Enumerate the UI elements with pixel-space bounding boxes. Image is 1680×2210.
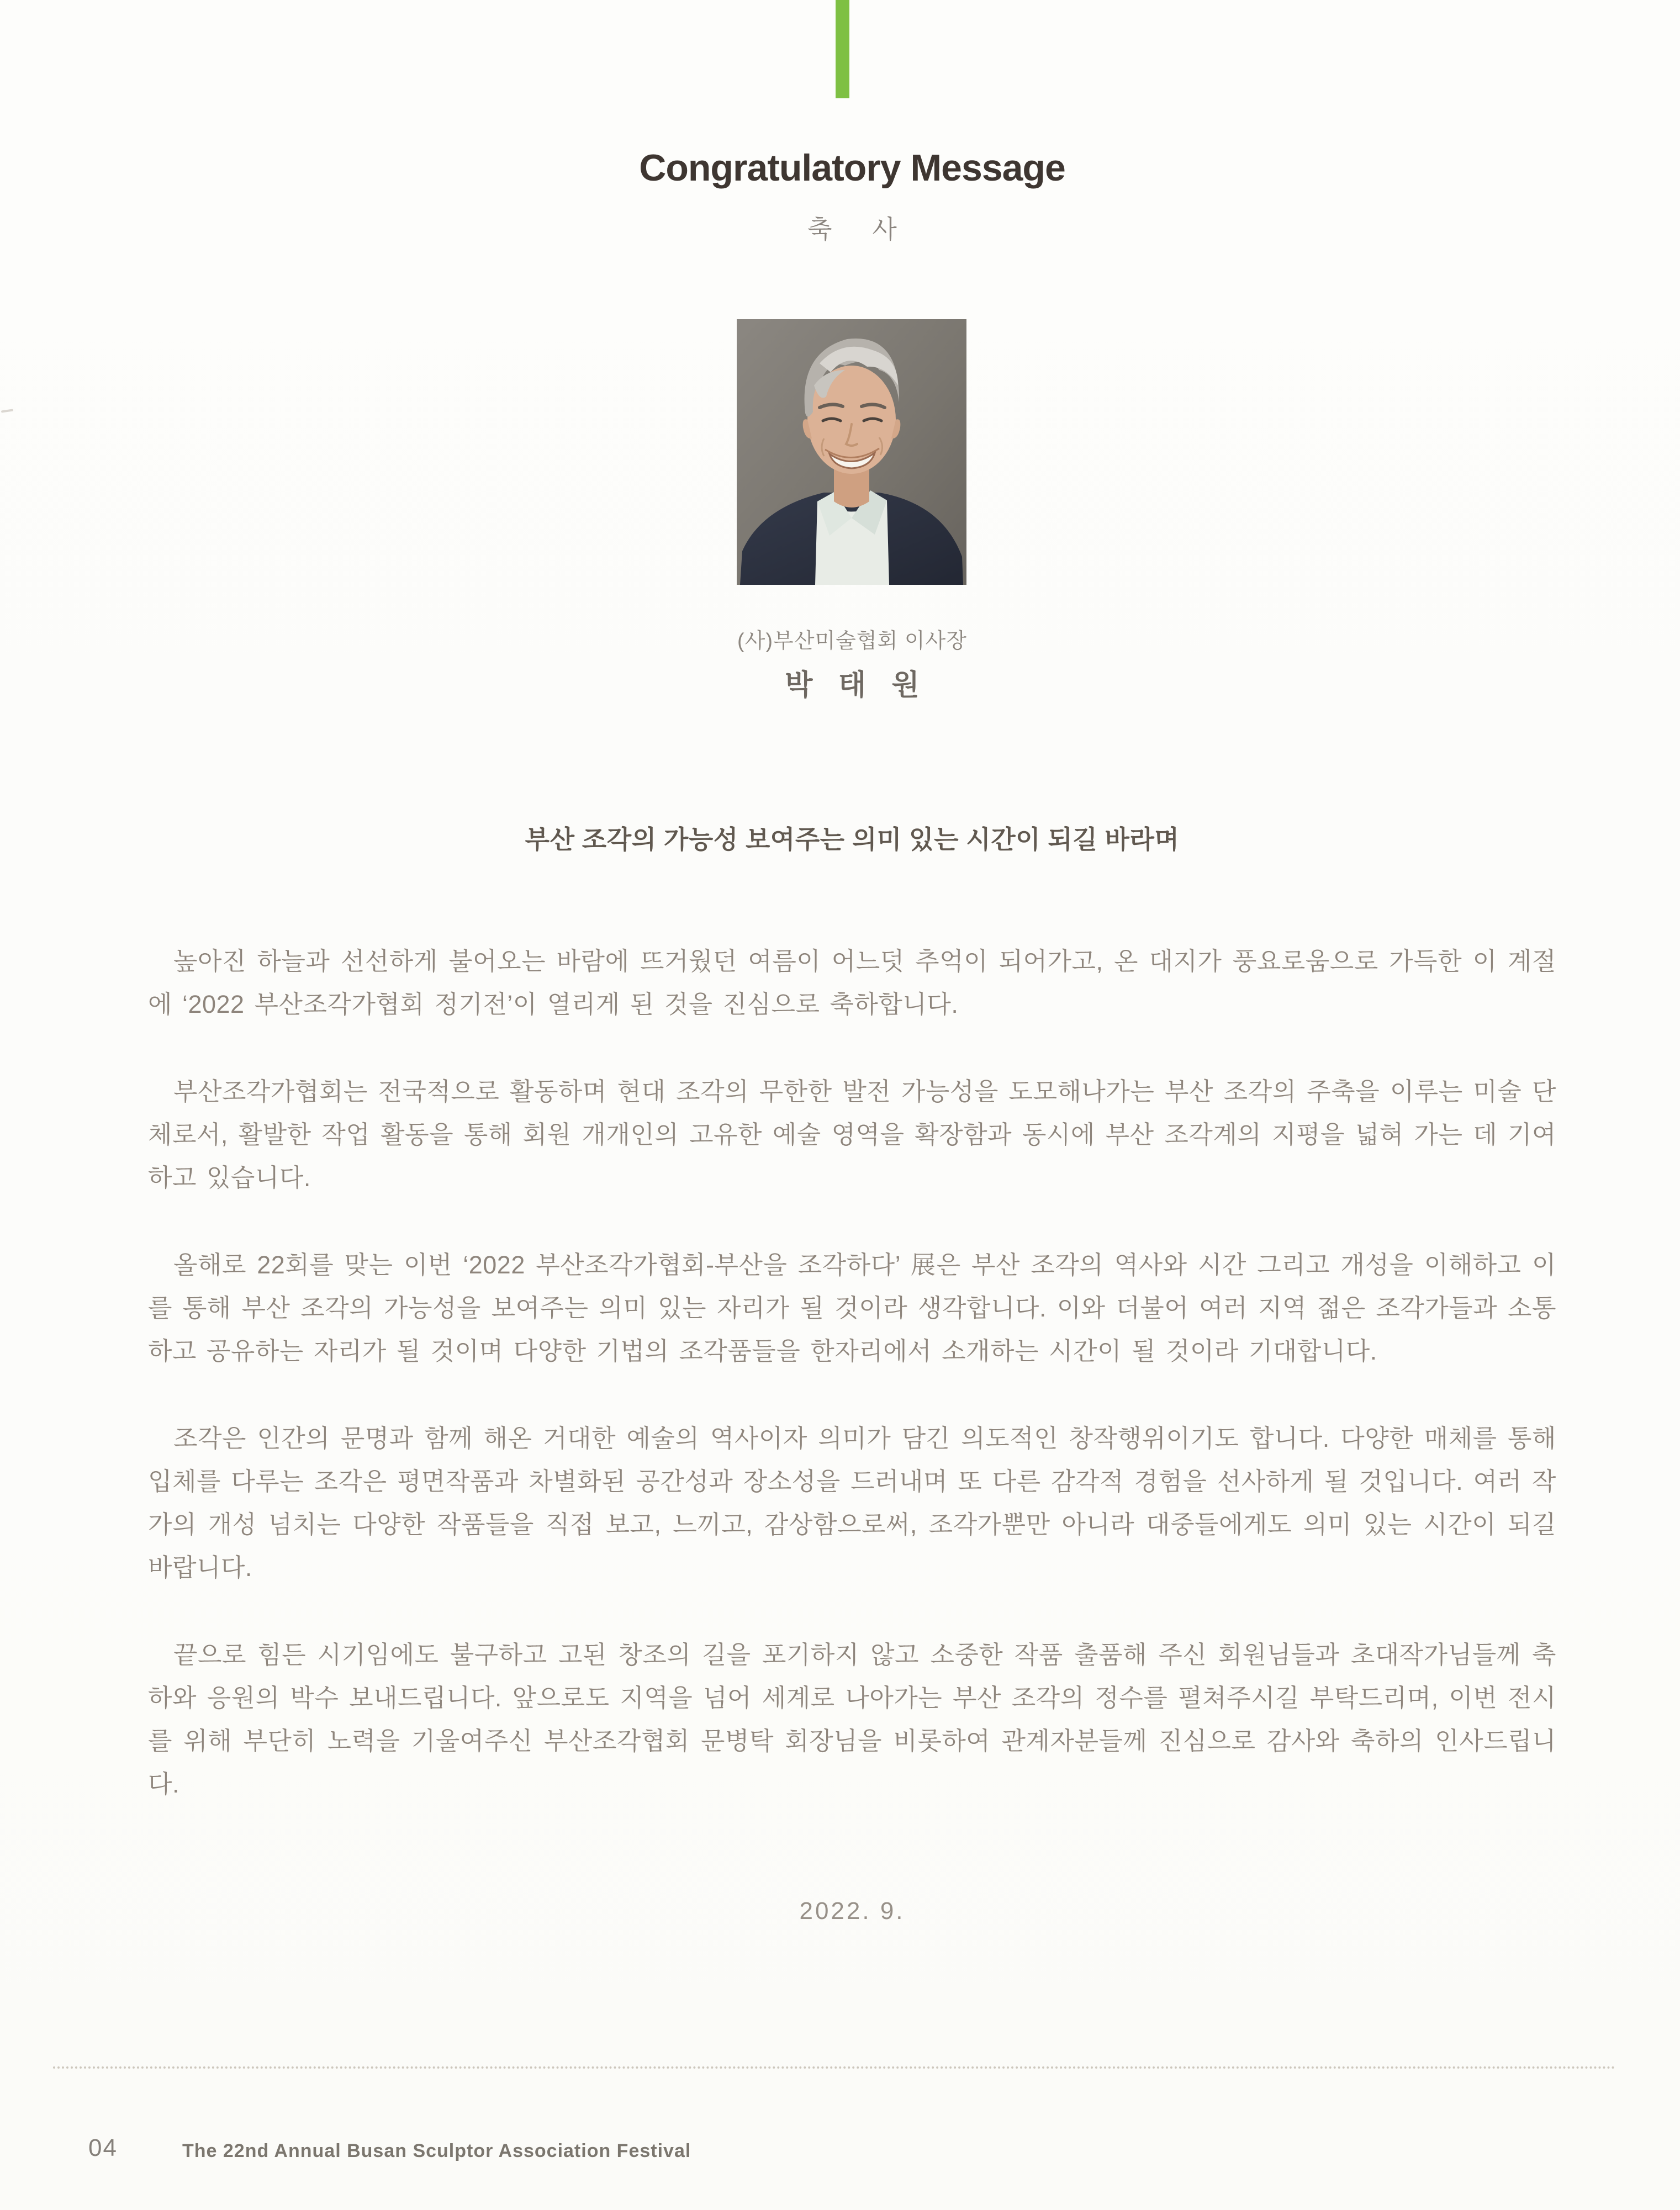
speaker-name: 박 태 원 (785, 669, 928, 701)
message-paragraph: 높아진 하늘과 선선하게 불어오는 바람에 뜨거웠던 여름이 어느덧 추억이 되어가고, 온 대지가 풍요로움으로 가득한 이 계절에 ‘2022 부산조각가협회 정기전’이 열리게 된 것을 진심으로 축하합니다. (148, 947, 1556, 1018)
speaker-affiliation: (사)부산미술협회 이사장 (737, 630, 967, 653)
page-number: 04 (88, 2134, 118, 2161)
scan-artifact (1, 409, 13, 413)
portrait-photo (737, 319, 966, 585)
message-paragraph: 올해로 22회를 맞는 이번 ‘2022 부산조각가협회-부산을 조각하다’ 展은 부산 조각의 역사와 시간 그리고 개성을 이해하고 이를 통해 부산 조각의 가능성을 보여주는 의미 있는 자리가 될 것이라 생각합니다. 이와 더불어 여러 지역 젊은 조각가들과 소통하고 공유하는 자리가 될 것이며 다양한 기법의 조각품들을 한자리에서 소개하는 시간이 될 것이라 기대합니다. (148, 1251, 1556, 1365)
page-content (148, 0, 1556, 2210)
portrait-illustration (737, 319, 966, 585)
message-paragraph: 끝으로 힘든 시기임에도 불구하고 고된 창조의 길을 포기하지 않고 소중한 작품 출품해 주신 회원님들과 초대작가님들께 축하와 응원의 박수 보내드립니다. 앞으로도 지역을 넘어 세계로 나아가는 부산 조각의 정수를 펼쳐주시길 부탁드리며, 이번 전시를 위해 부단히 노력을 기울여주신 부산조각협회 문병탁 회장님을 비롯하여 관계자분들께 진심으로 감사와 축하의 인사드립니다. (148, 1641, 1556, 1798)
footer-title: The 22nd Annual Busan Sculptor Association Festival (182, 2140, 691, 2161)
message-heading: 부산 조각의 가능성 보여주는 의미 있는 시간이 되길 바라며 (525, 825, 1180, 854)
message-body (148, 940, 1556, 1850)
footer-divider (53, 2066, 1616, 2069)
message-paragraph: 조각은 인간의 문명과 함께 해온 거대한 예술의 역사이자 의미가 담긴 의도적인 창작행위이기도 합니다. 다양한 매체를 통해 입체를 다루는 조각은 평면작품과 차별화된 공간성과 장소성을 드러내며 또 다른 감각적 경험을 선사하게 될 것입니다. 여러 작가의 개성 넘치는 다양한 작품들을 직접 보고, 느끼고, 감상함으로써, 조각가뿐만 아니라 대중들에게도 의미 있는 시간이 되길 바랍니다. (148, 1424, 1556, 1582)
message-date: 2022. 9. (799, 1897, 905, 1925)
page-subtitle-korean: 축 사 (807, 215, 913, 244)
message-paragraph: 부산조각가협회는 전국적으로 활동하며 현대 조각의 무한한 발전 가능성을 도모해나가는 부산 조각의 주축을 이루는 미술 단체로서, 활발한 작업 활동을 통해 회원 개개인의 고유한 예술 영역을 확장함과 동시에 부산 조각계의 지평을 넓혀 가는 데 기여하고 있습니다. (148, 1077, 1556, 1192)
page-title: Congratulatory Message (639, 147, 1065, 189)
